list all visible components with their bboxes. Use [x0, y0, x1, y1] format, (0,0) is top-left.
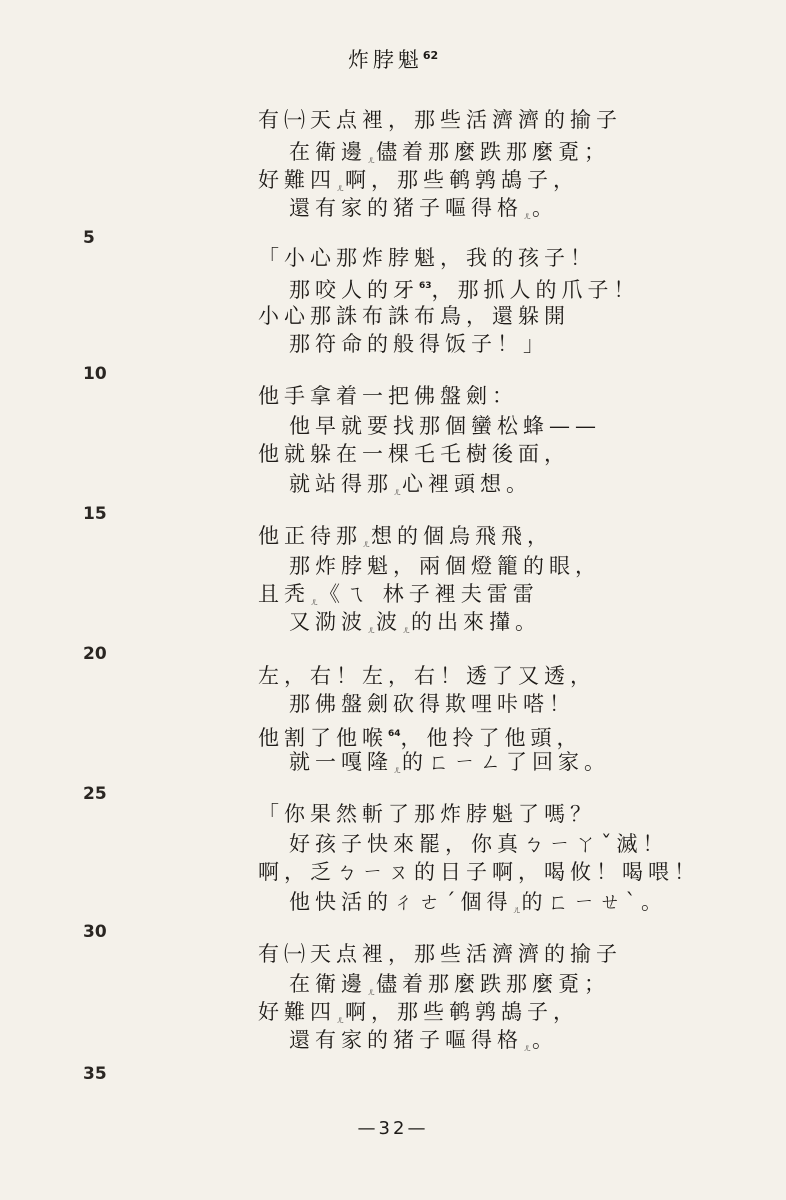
verse-line: 「小心那炸脖魁，我的孩子！ [258, 246, 596, 270]
verse-line: 他快活的ㄔㄜˊ個得ㄦ的ㄈㄧㄝˋ。 [289, 890, 668, 916]
line-number: 25 [83, 784, 107, 804]
verse-line: 在衛邊ㄦ儘着那麼跌那麼覔； [289, 140, 611, 166]
verse-line: 那符命的般得饭子！」 [289, 332, 549, 356]
line-number: 30 [83, 922, 107, 942]
line-number: 15 [83, 504, 107, 524]
verse-line: 他正待那ㄦ想的個烏飛飛， [258, 524, 554, 550]
poem-title [0, 44, 786, 74]
poem-title-text: 炸脖魁 [347, 48, 423, 72]
verse-line: 有㈠天点裡，那些活濟濟的揄子 [258, 108, 622, 132]
verse-line: 他手拿着一把佛盤劍： [258, 384, 518, 408]
verse-line: 還有家的猪子嘔得格ㄦ。 [289, 1028, 559, 1054]
verse-line: 且秃ㄦ《ㄟ 林子裡夫雷雷 [258, 582, 539, 608]
line-number: 35 [83, 1064, 107, 1084]
verse-line: 又泐波ㄦ波ㄦ的出來攆。 [289, 610, 542, 636]
verse-line: 「你果然斬了那炸脖魁了嗎？ [258, 802, 596, 826]
verse-line: 那佛盤劍砍得欺哩咔嗒！ [289, 692, 575, 716]
verse-line: 在衛邊ㄦ儘着那麼跌那麼覔； [289, 972, 611, 998]
verse-line: 他早就要找那個蠻松蜂—— [289, 414, 601, 438]
verse-line: 有㈠天点裡，那些活濟濟的揄子 [258, 942, 622, 966]
line-number: 20 [83, 644, 107, 664]
line-number: 10 [83, 364, 107, 384]
verse-line: 那炸脖魁，兩個燈籠的眼， [289, 554, 601, 578]
verse-line: 他就躲在一棵乇乇樹後面， [258, 442, 570, 466]
verse-line: 還有家的猪子嘔得格ㄦ。 [289, 196, 559, 222]
verse-line: 他割了他喉$^{64}$，他拎了他頭， [258, 726, 583, 750]
page-number: —32— [357, 1118, 429, 1139]
line-number: 5 [83, 228, 95, 248]
verse-line: 左，右！左，右！透了又透， [258, 664, 596, 688]
verse-line: 啊，乏ㄅㄧㄡ的日子啊，喝攸！喝喂！ [258, 860, 700, 884]
verse-line: 那咬人的牙$^{63}$，那抓人的爪子！ [289, 278, 640, 302]
verse-line: 小心那誅布誅布鳥，還躲開 [258, 304, 570, 328]
verse-line: 就站得那ㄦ心裡頭想。 [289, 472, 533, 498]
verse-line: 好孩子快來罷，你真ㄅㄧㄚˇ滅！ [289, 832, 669, 856]
verse-line: 好難四ㄦ啊，那些鹌鹑鴣子， [258, 168, 580, 194]
verse-line: 好難四ㄦ啊，那些鹌鹑鴣子， [258, 1000, 580, 1026]
verse-line: 就一嘎隆ㄦ的ㄈㄧㄥ了回家。 [289, 750, 611, 776]
title-footnote-ref: 62 [422, 49, 439, 62]
